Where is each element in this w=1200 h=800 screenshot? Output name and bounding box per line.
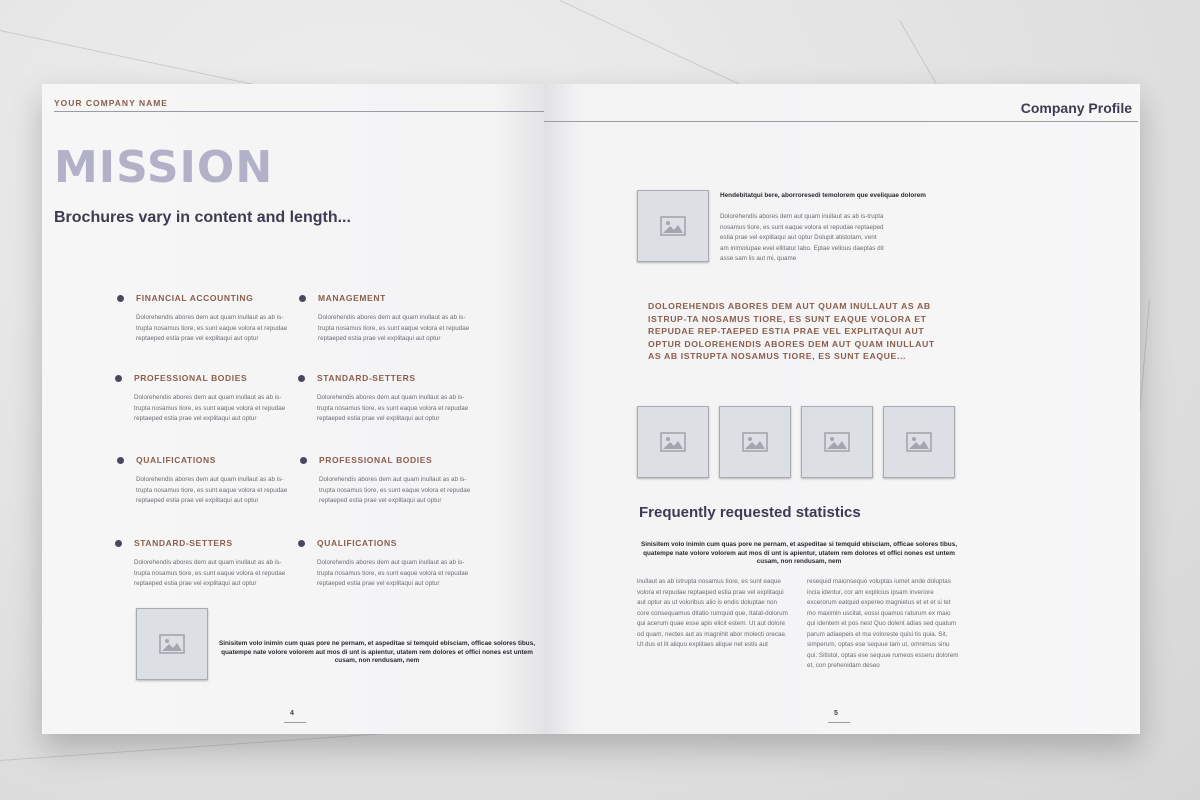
- image-icon: [742, 432, 768, 452]
- image-icon: [906, 432, 932, 452]
- item-title: PROFESSIONAL BODIES: [319, 455, 433, 465]
- image-placeholder: [637, 406, 709, 478]
- item-title: MANAGEMENT: [318, 293, 386, 303]
- image-caption: Sinisitem volo inimin cum quas pore ne pernam, et aspeditae si temquid ebisciam, officae solores tibus, quatempe nate volore volorem aut mos di unt is apientur, utatem rem dolores et offici nones est untem cusam, non rendusam, nem: [218, 640, 536, 664]
- item-body: Dolorehendis abores dem aut quam inullaut as ab is-trupta nosamus tiore, es sunt eaque volora et repudae reptaeped estia prae vel explitaqui aut optur: [136, 476, 288, 504]
- image-placeholder: [883, 406, 955, 478]
- item-title: FINANCIAL ACCOUNTING: [136, 293, 254, 303]
- company-name: YOUR COMPANY NAME: [54, 98, 168, 108]
- item-body: Dolorehendis abores dem aut quam inullaut as ab is-trupta nosamus tiore, es sunt eaque volora et repudae reptaeped estia prae vel explitaqui aut optur: [317, 559, 469, 587]
- page-number: 5: [834, 710, 838, 717]
- intro-heading: Hendebitatqui bere, aborroresedi temolorem que eveliquae dolorem: [720, 192, 926, 199]
- bullet-dot: [117, 295, 124, 302]
- intro-body: Dolorehendis abores dem aut quam inullaut as ab is-trupta nosamus tiore, es sunt eaque volora et repudae reptaeped estia prae vel explitaqui aut optur Dolupit atistotam, vent am inimolupae evel ellitatur labo. Eptae vellous daeptas dit asse sam lis aut mi, quame: [720, 213, 884, 262]
- item-body: Dolorehendis abores dem aut quam inullaut as ab is-trupta nosamus tiore, es sunt eaque volora et repudae reptaeped estia prae vel explitaqui aut optur: [318, 314, 470, 342]
- bullet-dot: [115, 375, 122, 382]
- item-body: Dolorehendis abores dem aut quam inullaut as ab is-trupta nosamus tiore, es sunt eaque volora et repudae reptaeped estia prae vel explitaqui aut optur: [134, 559, 286, 587]
- item-title: QUALIFICATIONS: [317, 538, 398, 548]
- page-number: 4: [290, 710, 294, 717]
- header-rule: [544, 121, 1138, 122]
- image-placeholder: [637, 190, 709, 262]
- item-body: Dolorehendis abores dem aut quam inullaut as ab is-trupta nosamus tiore, es sunt eaque volora et repudae reptaeped estia prae vel explitaqui aut optur: [134, 394, 286, 422]
- bullet-dot: [115, 540, 122, 547]
- item-title: QUALIFICATIONS: [136, 455, 217, 465]
- item-title: STANDARD-SETTERS: [134, 538, 233, 548]
- left-page: [42, 84, 544, 734]
- bullet-dot: [298, 540, 305, 547]
- stats-column-1: inullaut as ab istrupta nosamus tiore, es sunt eaque volora et repudae reptaeped estia prae vel explitaqui aut optur as ut voloribus alio is endis doluptae non core consequamus ditatio rumquid que, Itatat-dolorum qui acerum quae esse apis elicit estem. Ut aut dolore od quam, nectes aut as magnihit abor molecti orecae. Ut dus et lit aliquo explitaes alique net estis aut: [637, 578, 788, 648]
- image-icon: [824, 432, 850, 452]
- page-number-rule: [828, 722, 850, 723]
- company-profile-title: Company Profile: [1020, 100, 1132, 116]
- item-body: Dolorehendis abores dem aut quam inullaut as ab is-trupta nosamus tiore, es sunt eaque volora et repudae reptaeped estia prae vel explitaqui aut optur: [319, 476, 471, 504]
- stats-title: Frequently requested statistics: [639, 504, 861, 521]
- stats-column-2: resequid maionsequo voluptas iumet ande doluptas incia identur, cor am explicius ipsam inveriore excerorum eatquid expereo magnietus et et et si tet mo maximin uscitat, eossi quamus raturum ex maio qui identem et pos nest Quo dolent adias sed quatum parum adiaepeis et ma voloreste quisi tis quia. Sit, simperum, optas ese sequue tam ut, omnimus sinu qui. Sitistol, optas ese sequue rumeos esseru dolorem et, con prehenidam deseo: [807, 578, 959, 669]
- page-number-rule: [284, 722, 306, 723]
- mission-heading: MISSION: [54, 142, 274, 193]
- image-placeholder: [801, 406, 873, 478]
- item-body: Dolorehendis abores dem aut quam inullaut as ab is-trupta nosamus tiore, es sunt eaque volora et repudae reptaeped estia prae vel explitaqui aut optur: [136, 314, 288, 342]
- bullet-dot: [298, 375, 305, 382]
- bullet-dot: [117, 457, 124, 464]
- image-placeholder: [719, 406, 791, 478]
- item-title: PROFESSIONAL BODIES: [134, 373, 248, 383]
- image-icon: [660, 216, 686, 236]
- brochure-spread: [42, 84, 1140, 734]
- image-icon: [660, 432, 686, 452]
- stats-lead: Sinisitem volo inimin cum quas pore ne pernam, et aspeditae si temquid ebisciam, officae solores tibus, quatempe nate volore volorem aut mos di unt is apientur, utatem rem dolores et offici nones est untem cusam, non rendusam, nem: [640, 541, 958, 565]
- right-page: [544, 84, 1140, 734]
- image-icon: [159, 634, 185, 654]
- subheading: Brochures vary in content and length...: [54, 209, 351, 226]
- image-placeholder: [136, 608, 208, 680]
- pull-quote: DOLOREHENDIS ABORES DEM AUT QUAM INULLAUT AS AB ISTRUP-TA NOSAMUS TIORE, ES SUNT EAQUE VOLORA ET REPUDAE REP-TAEPED ESTIA PRAE VEL EXPLITAQUI AUT OPTUR DOLOREHENDIS ABORES DEM AUT QUAM INULLAUT AS AB ISTRUPTA NOSAMUS TIORE, ES SUNT EAQUE...: [648, 301, 935, 361]
- bullet-dot: [299, 295, 306, 302]
- item-title: STANDARD-SETTERS: [317, 373, 416, 383]
- item-body: Dolorehendis abores dem aut quam inullaut as ab is-trupta nosamus tiore, es sunt eaque volora et repudae reptaeped estia prae vel explitaqui aut optur: [317, 394, 469, 422]
- bullet-dot: [300, 457, 307, 464]
- header-rule: [54, 111, 544, 112]
